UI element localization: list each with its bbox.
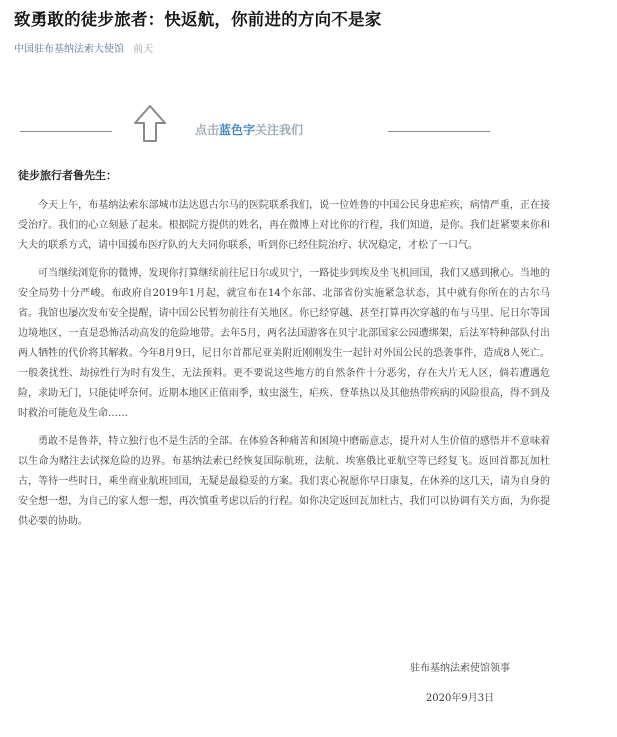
letter-paragraph: 勇敢不是鲁莽，特立独行也不是生活的全部。在体验各种痛苦和困境中磨砺意志，提升对人生价值的感悟并不意味着以生命为赌注去试探危险的边界。布基纳法索已经恢复国际航班，法航、埃塞俄比亚航空等已经复飞。返回首都瓦加杜古，等待一些时日，乘坐商业航班回国，无疑是最稳妥的方案。我们衷心祝愿你早日康复，在休养的这几天，请为自身的安全想一想，为自己的家人想一想，再次慎重考虑以后的行程。如你决定返回瓦加杜古，我们可以协调有关方面，为你提供必要的协助。	[18, 436, 550, 527]
letter-signature-block	[370, 660, 550, 708]
banner-divider-left	[20, 131, 112, 132]
up-arrow-icon	[132, 104, 168, 144]
follow-banner[interactable]	[20, 104, 570, 148]
letter-signature: 驻布基纳法索使馆领事	[410, 663, 510, 674]
account-name-link[interactable]: 中国驻布基纳法索大使馆	[14, 44, 124, 55]
follow-suffix: 关注我们	[255, 123, 304, 137]
follow-prefix: 点击	[195, 123, 220, 137]
letter-salutation: 徒步旅行者鲁先生：	[18, 169, 117, 182]
article-meta	[14, 43, 153, 57]
letter-date: 2020年9月3日	[425, 693, 495, 704]
follow-highlight: 蓝色字	[219, 123, 256, 137]
article-title: 致勇敢的徒步旅者：快返航，你前进的方向不是家	[14, 10, 382, 29]
letter-paragraph: 今天上午，布基纳法索东部城市法达恩古尔马的医院联系我们，说一位姓鲁的中国公民身患疟疾，病情严重，正在接受治疗。我们的心立刻悬了起来。根据院方提供的姓名，再在微博上对比你的行程，我们知道，是你。我们赶紧要来你和大夫的联系方式，请中国援布医疗队的大夫同你联系，听到你已经住院治疗、状况稳定，才松了一口气。	[18, 200, 550, 251]
letter-paragraph: 可当继续浏览你的微博，发现你打算继续前往尼日尔或贝宁，一路徒步到埃及坐飞机回国，我们又感到揪心。当地的安全局势十分严峻。布政府自2019年1月起，就宣布在14个东部、北部省份实施紧急状态，其中就有你所在的古尔马省。我馆也屡次发布安全提醒，请中国公民暂勿前往有关地区。你已经穿越、甚至打算再次穿越的布与马里、尼日尔等国边境地区，一直是恐怖活动高发的危险地带。去年5月，两名法国游客在贝宁北部国家公园遭绑架，后法军特种部队付出两人牺牲的代价将其解救。今年8月9日，尼日尔首都尼亚美附近刚刚发生一起针对外国公民的恐袭事件，造成8人死亡。一般袭扰性、劫掠性行为时有发生，无法预料。更不要说这些地方的自然条件十分恶劣，存在大片无人区，倘若遭遇危险，求助无门，只能徒呼奈何。近期本地区正值雨季，蚊虫滋生，疟疾、登革热以及其他热带疾病的风险很高，得不到及时救治可能危及生命……	[18, 268, 550, 419]
publish-date: 前天	[133, 44, 154, 55]
follow-prompt[interactable]	[195, 122, 303, 138]
letter-body	[18, 168, 550, 540]
banner-divider-right	[388, 131, 490, 132]
